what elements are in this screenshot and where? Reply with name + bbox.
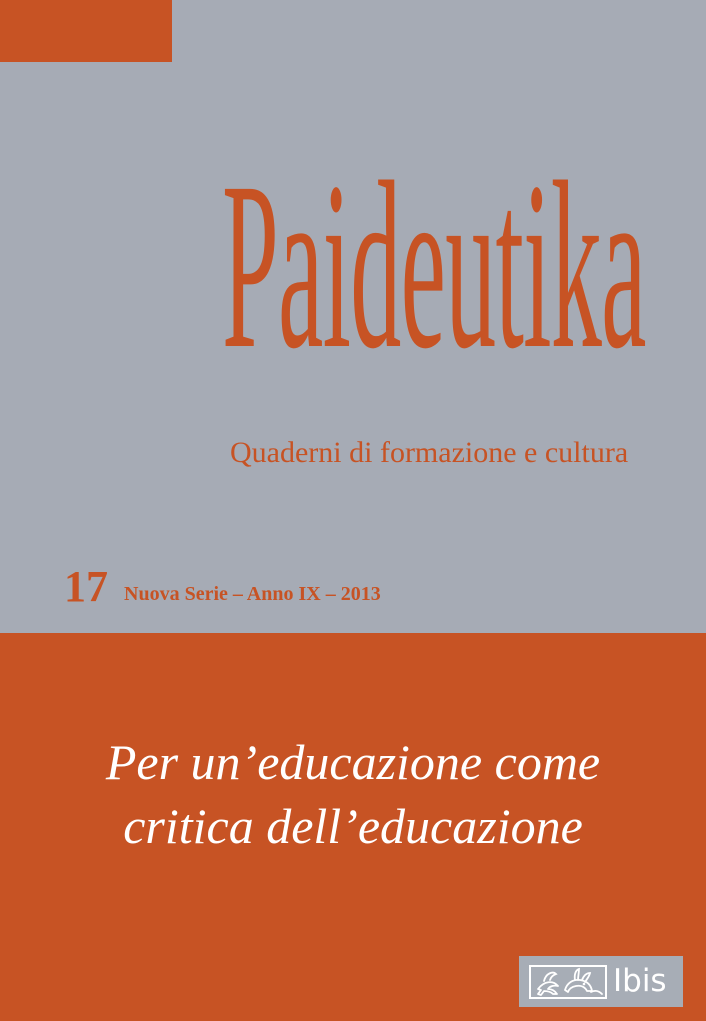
publisher-name: Ibis [613, 963, 667, 999]
journal-title: Paideutika [222, 146, 646, 399]
issue-info [64, 562, 381, 611]
top-left-color-block [0, 0, 172, 62]
issue-series-year: Nuova Serie – Anno IX – 2013 [124, 583, 381, 605]
issue-number: 17 [64, 562, 108, 611]
journal-subtitle: Quaderni di formazione e cultura [230, 436, 629, 469]
headline-line-2: critica dell’educazione [123, 798, 583, 854]
issue-headline [0, 730, 706, 858]
title-area [222, 146, 667, 411]
bird-rabbit-emblem-icon [529, 962, 607, 1002]
publisher-badge [519, 956, 683, 1007]
headline-line-1: Per un’educazione come [105, 734, 601, 790]
